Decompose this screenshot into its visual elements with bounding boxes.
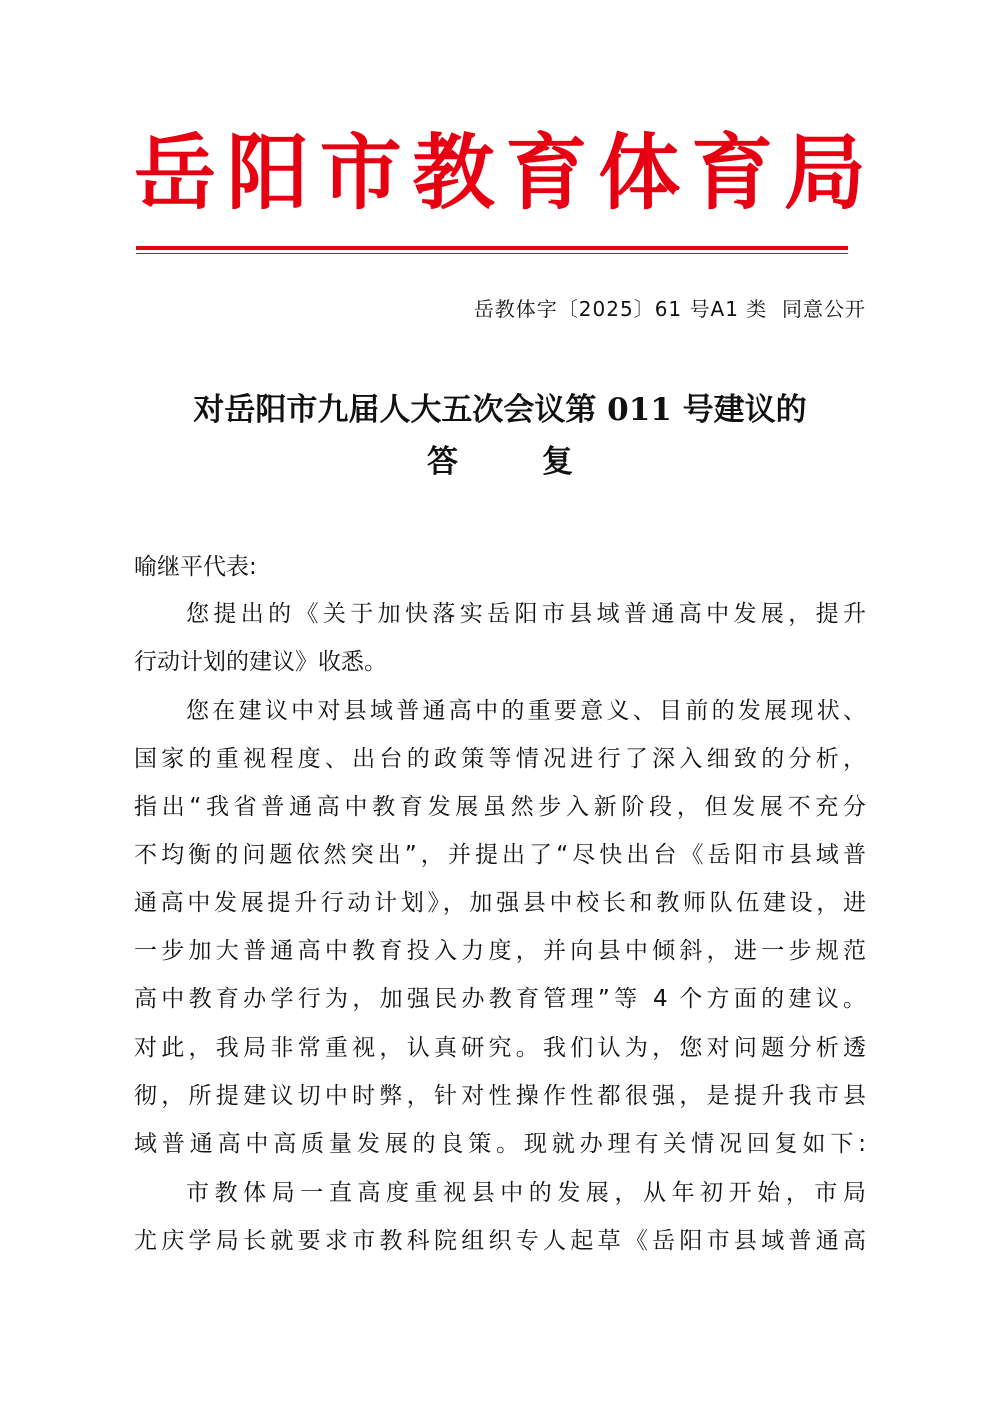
masthead-char: 教 — [412, 125, 495, 221]
masthead-divider-thick — [136, 246, 848, 250]
body-line: 域普通高中高质量发展的良策。现就办理有关情况回复如下: — [134, 1131, 866, 1157]
body-line: 通高中发展提升行动计划》，加强县中校长和教师队伍建设，进 — [134, 890, 866, 916]
body-line: 行动计划的建议》收悉。 — [134, 649, 387, 675]
body-line: 指出“我省普通高中教育发展虽然步入新阶段，但发展不充分 — [134, 794, 866, 820]
document-title-line-1: 对岳阳市九届人大五次会议第 011 号建议的 — [193, 392, 807, 428]
body-line: 高中教育办学行为，加强民办教育管理”等 4 个方面的建议。 — [134, 986, 866, 1012]
masthead-title — [134, 118, 866, 228]
masthead-char: 育 — [505, 125, 588, 221]
body-line: 您提出的《关于加快落实岳阳市县域普通高中发展，提升 — [186, 601, 866, 627]
body-line: 对此，我局非常重视，认真研究。我们认为，您对问题分析透 — [134, 1035, 866, 1061]
masthead-char: 岳 — [134, 125, 217, 221]
body-line: 您在建议中对县域普通高中的重要意义、目前的发展现状、 — [186, 698, 866, 724]
masthead-char: 育 — [691, 125, 774, 221]
masthead-char: 局 — [783, 125, 866, 221]
title-char: 答 — [427, 444, 458, 480]
body-line: 市教体局一直高度重视县中的发展，从年初开始，市局 — [186, 1180, 866, 1206]
title-char: 复 — [542, 444, 573, 480]
masthead-char: 体 — [598, 125, 681, 221]
body-line: 一步加大普通高中教育投入力度，并向县中倾斜，进一步规范 — [134, 938, 866, 964]
body-line: 不均衡的问题依然突出”，并提出了“尽快出台《岳阳市县域普 — [134, 842, 866, 868]
body-line: 彻，所提建议切中时弊，针对性操作性都很强，是提升我市县 — [134, 1083, 866, 1109]
masthead-char: 市 — [319, 125, 402, 221]
salutation: 喻继平代表: — [134, 554, 257, 580]
masthead-char: 阳 — [226, 125, 309, 221]
document-title-line-2 — [100, 438, 900, 486]
body-line: 国家的重视程度、出台的政策等情况进行了深入细致的分析， — [134, 746, 866, 772]
masthead-divider-thin — [136, 253, 848, 254]
document-number: 岳教体字〔2025〕61 号A1 类 同意公开 — [473, 297, 866, 321]
body-line: 尤庆学局长就要求市教科院组织专人起草《岳阳市县域普通高 — [134, 1228, 866, 1254]
